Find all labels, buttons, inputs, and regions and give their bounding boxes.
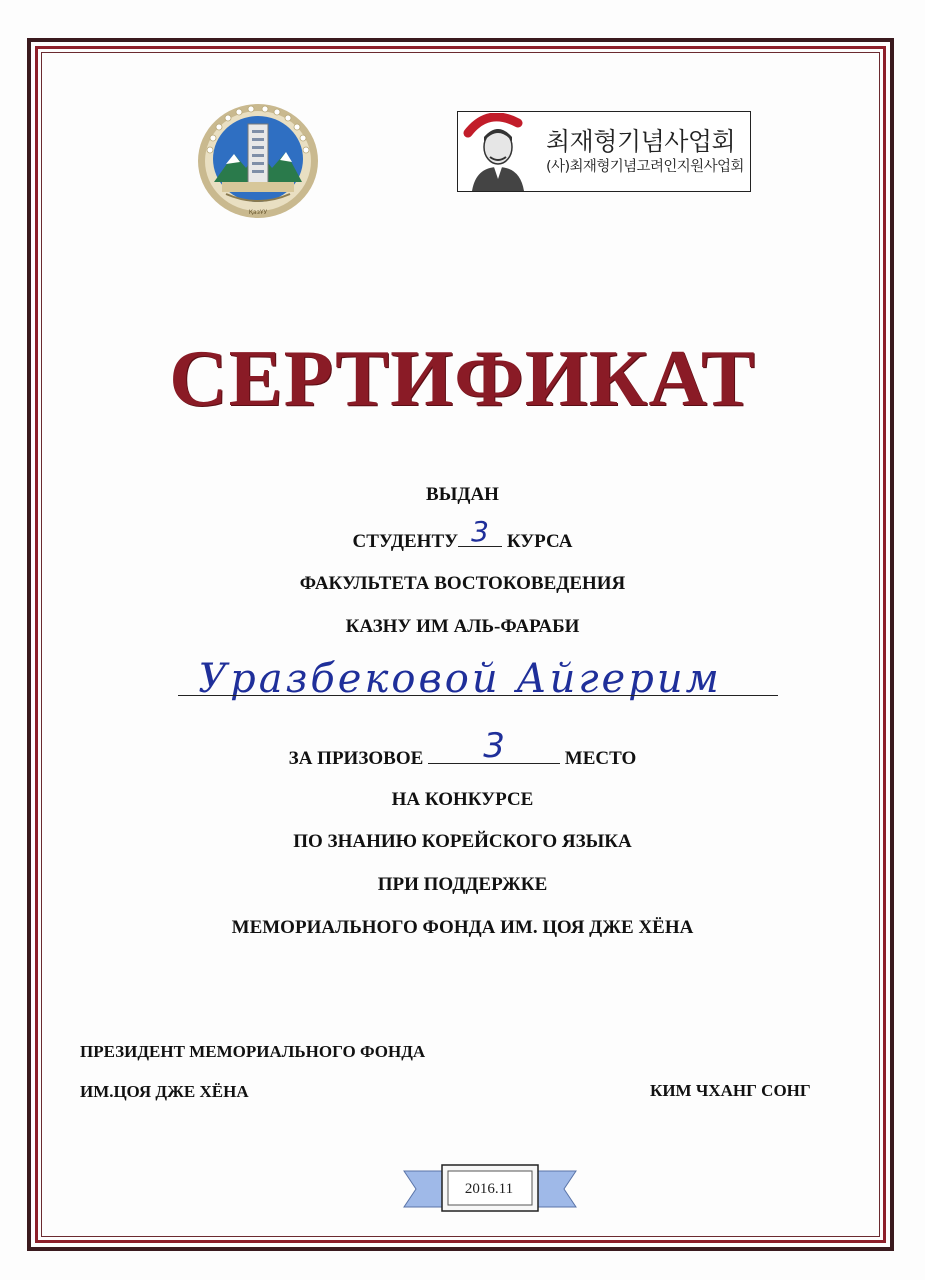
university-seal-icon — [196, 102, 320, 220]
place-blank — [428, 726, 560, 766]
recipient-name-underline — [178, 695, 778, 696]
recipient-name: Уразбековой Айгерим — [198, 656, 722, 702]
place-number: 3 — [483, 726, 505, 766]
fund-logo — [457, 111, 751, 192]
university-line — [0, 615, 925, 639]
support-line-1 — [0, 873, 925, 897]
place-line — [0, 726, 925, 771]
course-number: 3 — [471, 515, 489, 548]
certificate-date: 2016.11 — [464, 1180, 514, 1197]
student-prefix: СТУДЕНТУ — [352, 531, 459, 552]
contest-line-1 — [0, 788, 925, 812]
founder-portrait-icon — [458, 113, 544, 191]
contest-line-2 — [0, 830, 925, 854]
fund-name: 최재형기념사업회 — [546, 126, 736, 156]
place-prefix: ЗА ПРИЗОВОЕ — [288, 748, 424, 769]
certificate-title: СЕРТИФИКАТ — [169, 333, 756, 423]
place-suffix: МЕСТО — [564, 748, 637, 769]
contest-text-1: НА КОНКУРСЕ — [391, 789, 534, 810]
signatory-title-1: ПРЕЗИДЕНТ МЕМОРИАЛЬНОГО ФОНДА — [80, 1042, 426, 1061]
course-blank — [458, 515, 502, 548]
contest-text-2: ПО ЗНАНИЮ КОРЕЙСКОГО ЯЗЫКА — [293, 831, 632, 852]
issued-text: ВЫДАН — [426, 484, 499, 505]
student-suffix: КУРСА — [506, 531, 573, 552]
signatory-title-2: ИМ.ЦОЯ ДЖЕ ХЁНА — [80, 1082, 249, 1101]
university-text: КАЗНУ ИМ АЛЬ-ФАРАБИ — [345, 616, 580, 637]
faculty-text: ФАКУЛЬТЕТА ВОСТОКОВЕДЕНИЯ — [299, 573, 626, 594]
support-line-2 — [0, 916, 925, 940]
fund-subtitle: (사)최재형기념고려인지원사업회 — [546, 158, 744, 175]
seal-text: ҚазҰУ — [248, 209, 268, 216]
faculty-line — [0, 572, 925, 596]
student-line — [0, 515, 925, 554]
support-text-1: ПРИ ПОДДЕРЖКЕ — [377, 874, 548, 895]
issued-line — [0, 483, 925, 507]
support-text-2: МЕМОРИАЛЬНОГО ФОНДА ИМ. ЦОЯ ДЖЕ ХЁНА — [231, 917, 694, 938]
signatory-name: КИМ ЧХАНГ СОНГ — [650, 1081, 811, 1100]
